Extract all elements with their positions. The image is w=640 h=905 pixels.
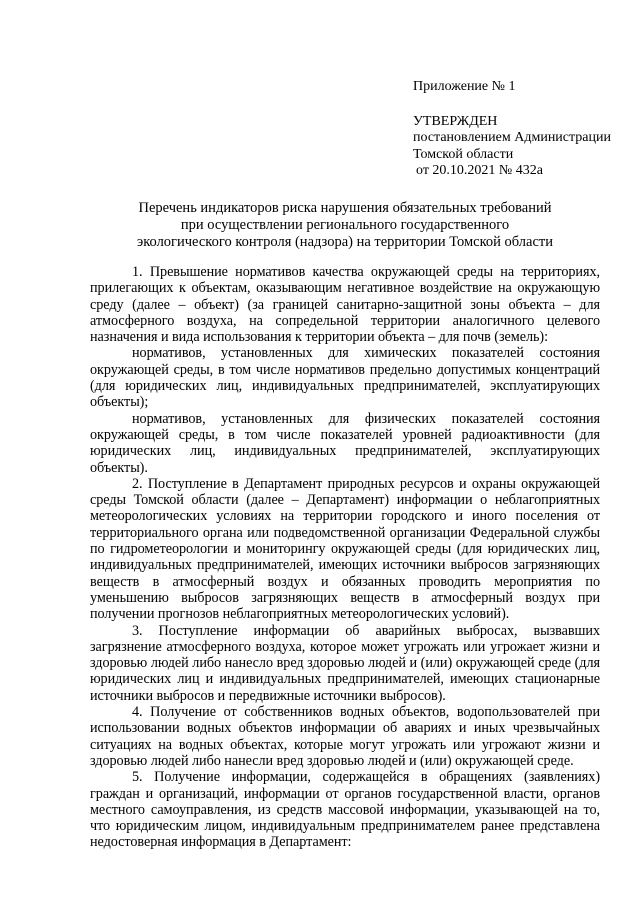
paragraph-1b: нормативов, установленных для физических показателей состояния окружающей среды, в том числе показателей уровней радиоактивности (для юридических лиц, индивидуальных предпринимателей, эксплуатирующих объекты). bbox=[90, 410, 600, 476]
approval-block bbox=[413, 79, 623, 180]
approval-date-number: от 20.10.2021 № 432а bbox=[416, 163, 544, 179]
title-line-2: при осуществлении регионального государственного bbox=[180, 217, 510, 233]
document-title bbox=[90, 200, 600, 251]
paragraph-2: 2. Поступление в Департамент природных ресурсов и охраны окружающей среды Томской области (далее – Департамент) информации о неблагоприятных метеорологических условиях на территории городского и иного поселения от территориального органа или подведомственной организации Федеральной службы по гидрометеорологии и мониторингу окружающей среды (для юридических лиц, индивидуальных предпринимателей, имеющих источники выбросов загрязняющих веществ в атмосферный воздух и обязанных проводить мероприятия по уменьшению выбросов загрязняющих веществ в атмосферный воздух при получении прогнозов неблагоприятных метеорологических условий). bbox=[90, 475, 600, 623]
title-line-1: Перечень индикаторов риска нарушения обязательных требований bbox=[138, 200, 552, 216]
paragraph-1: 1. Превышение нормативов качества окружающей среды на территориях, прилегающих к объектам, оказывающим негативное воздействие на окружающую среду (далее – объект) (за границей санитарно-защитной зоны объекта – для атмосферного воздуха, на сопредельной территории аналогичного целевого назначения и вида использования к территории объекта – для почв (земель): bbox=[90, 264, 600, 346]
paragraph-5: 5. Получение информации, содержащейся в обращениях (заявлениях) граждан и организаций, информации от органов государственной власти, органов местного самоуправления, из средств массовой информации, указывающей на то, что юридическим лицом, индивидуальным предпринимателем ранее представлена недостоверная информация в Департамент: bbox=[90, 769, 600, 851]
approval-authority: постановлением Администрации bbox=[413, 130, 611, 146]
spacer bbox=[413, 96, 623, 114]
appendix-label: Приложение № 1 bbox=[413, 79, 516, 94]
paragraph-3: 3. Поступление информации об аварийных выбросах, вызвавших загрязнение атмосферного воздуха, которое может угрожать или угрожает жизни и здоровью людей либо нанесло вред здоровью людей и (или) окружающей среде (для юридических лиц и индивидуальных предпринимателей, имеющих стационарные источники выбросов и передвижные источники выбросов). bbox=[90, 622, 600, 704]
document-body bbox=[90, 264, 600, 851]
approved-label: УТВЕРЖДЕН bbox=[413, 113, 498, 129]
approval-region: Томской области bbox=[413, 146, 514, 162]
paragraph-1a: нормативов, установленных для химических показателей состояния окружающей среды, в том числе нормативов предельно допустимых концентраций (для юридических лиц, индивидуальных предпринимателей, эксплуатирующих объекты); bbox=[90, 345, 600, 411]
title-line-3: экологического контроля (надзора) на территории Томской области bbox=[136, 234, 554, 250]
paragraph-4: 4. Получение от собственников водных объектов, водопользователей при использовании водных объектов информации об авариях и иных чрезвычайных ситуациях на водных объектах, которые могут угрожать или угрожают жизни и здоровью людей либо нанесли вред здоровью людей и (или) окружающей среде. bbox=[90, 704, 600, 769]
